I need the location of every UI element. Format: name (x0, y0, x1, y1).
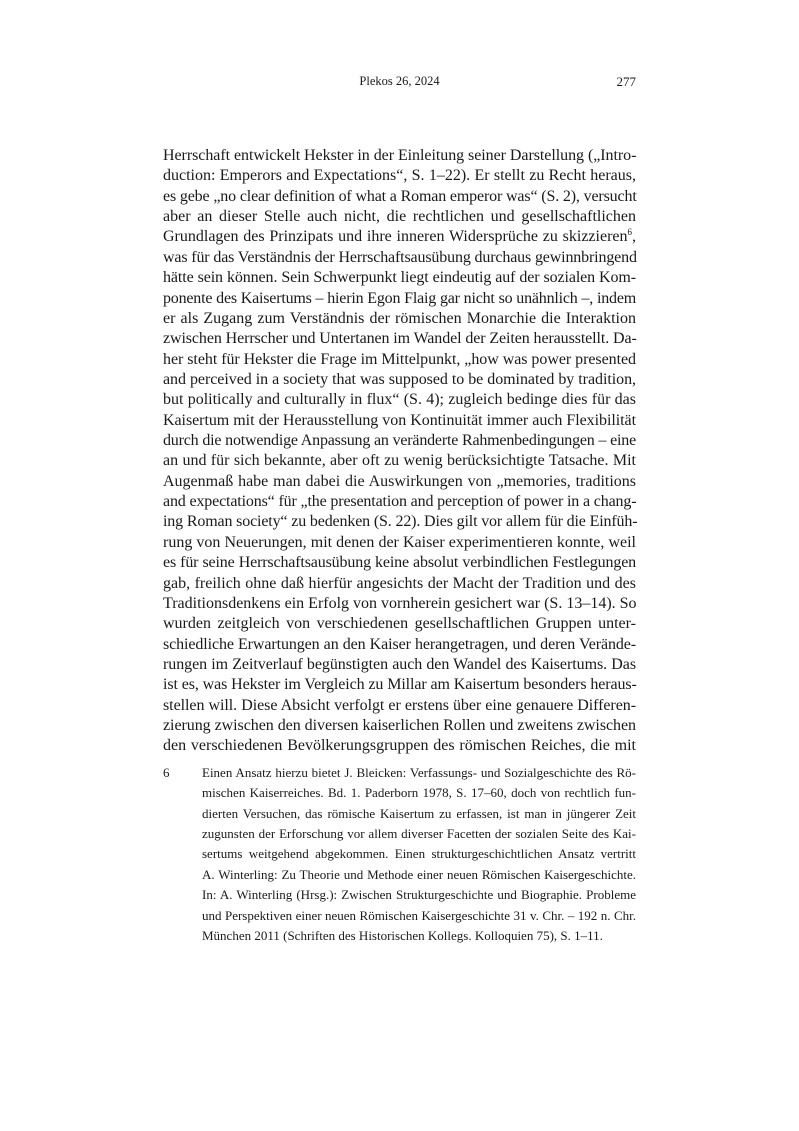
text-line: but politically and culturally in flux“ (S. 4); zugleich bedinge dies für das (163, 391, 636, 409)
text-line: wurden zeitgleich von verschiedenen gesellschaftlichen Gruppen unter- (163, 615, 636, 633)
text-line: es für seine Herrschaftsausübung keine absolut verbindlichen Festlegungen (163, 554, 636, 572)
text-line: er als Zugang zum Verständnis der römischen Monarchie die Interaktion (163, 309, 636, 327)
text-line: ponente des Kaisertums – hierin Egon Flaig gar nicht so unähnlich –, indem (163, 289, 636, 307)
text-line: her steht für Hekster die Frage im Mittelpunkt, „how was power presented (163, 350, 636, 368)
text-line: zwischen Herrscher und Untertanen im Wandel der Zeiten herausstellt. Da- (163, 330, 637, 348)
footnote-line: mischen Kaiserreiches. Bd. 1. Paderborn 1978, S. 17–60, doch von rechtlich fun- (202, 785, 636, 801)
text-line: ist es, was Hekster im Vergleich zu Millar am Kaisertum besonders heraus- (163, 676, 637, 694)
footnote-line: zugunsten der Erforschung vor allem diverser Facetten der sozialen Seite des Kai- (202, 826, 636, 842)
footnote-text (202, 763, 636, 946)
text-line: aber an dieser Stelle auch nicht, die rechtlichen und gesellschaftlichen (163, 208, 636, 226)
text-line: zierung zwischen den diversen kaiserlichen Rollen und zweitens zwischen (163, 717, 636, 735)
text-line: hätte sein können. Sein Schwerpunkt liegt eindeutig auf der sozialen Kom- (163, 269, 636, 287)
footnote-line: sertums weitgehend abgekommen. Einen strukturgeschichtlichen Ansatz vertritt (202, 846, 636, 862)
text-line: gab, freilich ohne daß hierfür angesichts der Macht der Tradition und des (163, 574, 636, 592)
text-line: durch die notwendige Anpassung an veränderte Rahmenbedingungen – eine (163, 432, 636, 450)
footnote-line: und Perspektiven einer neuen Römischen Kaisergeschichte 31 v. Chr. – 192 n. Chr. (202, 907, 636, 923)
text-line: was für das Verständnis der Herrschaftsausübung durchaus gewinnbringend (163, 248, 637, 266)
body-text (163, 146, 636, 757)
text-line: rung von Neuerungen, mit denen der Kaiser experimentieren konnte, weil (163, 533, 636, 551)
text-line: Kaisertum mit der Herausstellung von Kontinuität immer auch Flexibilität (163, 411, 636, 429)
comma: , (632, 228, 636, 246)
text-line: and expectations“ für „the presentation and perception of power in a chang- (163, 493, 637, 511)
running-header: Plekos 26, 2024 (359, 74, 440, 88)
footnote-reference[interactable]: 6 (627, 227, 632, 238)
footnote-line: dierten Versuchen, das römische Kaisertum zu erfassen, ist man in jüngerer Zeit (202, 805, 636, 821)
page-number: 277 (616, 74, 636, 89)
footnote-line: München 2011 (Schriften des Historischen Kollegs. Kolloquien 75), S. 1–11. (202, 927, 603, 943)
text-line: duction: Emperors and Expectations“, S. 1–22). Er stellt zu Recht heraus, (163, 167, 636, 185)
text-line: schiedliche Erwartungen an den Kaiser herangetragen, und deren Verände- (163, 635, 636, 653)
text-line: es gebe „no clear definition of what a Roman emperor was“ (S. 2), versucht (163, 187, 637, 205)
text-line: stellen will. Diese Absicht verfolgt er erstens über eine genauere Differen- (163, 696, 636, 714)
footnote-line: Einen Ansatz hierzu bietet J. Bleicken: Verfassungs- und Sozialgeschichte des Rö- (202, 765, 636, 780)
footnote-number: 6 (163, 765, 170, 780)
text-line: Traditionsdenkens ein Erfolg von vornherein gesichert war (S. 13–14). So (163, 594, 637, 612)
text-line: an und für sich bekannte, aber oft zu wenig berücksichtigte Tatsache. Mit (163, 452, 636, 470)
text-line: ing Roman society“ zu bedenken (S. 22). Dies gilt vor allem für die Einfüh- (163, 513, 638, 531)
text-line: and perceived in a society that was supposed to be dominated by tradition, (163, 370, 636, 388)
text-line: Herrschaft entwickelt Hekster in der Einleitung seiner Darstellung („Intro- (163, 147, 637, 164)
text-line (163, 227, 636, 247)
text-line: Augenmaß habe man dabei die Auswirkungen von „memories, traditions (163, 472, 636, 490)
text-line-content: Grundlagen des Prinzipats und ihre inneren Widersprüche zu skizzieren (163, 228, 628, 246)
text-line: den verschiedenen Bevölkerungsgruppen des römischen Reiches, die mit (163, 737, 636, 755)
footnote-line: In: A. Winterling (Hrsg.): Zwischen Strukturgeschichte und Biographie. Probleme (202, 887, 636, 903)
footnote-line: A. Winterling: Zu Theorie und Methode einer neuen Römischen Kaisergeschichte. (202, 866, 636, 882)
text-line: rungen im Zeitverlauf begünstigten auch den Wandel des Kaisertums. Das (163, 655, 636, 673)
